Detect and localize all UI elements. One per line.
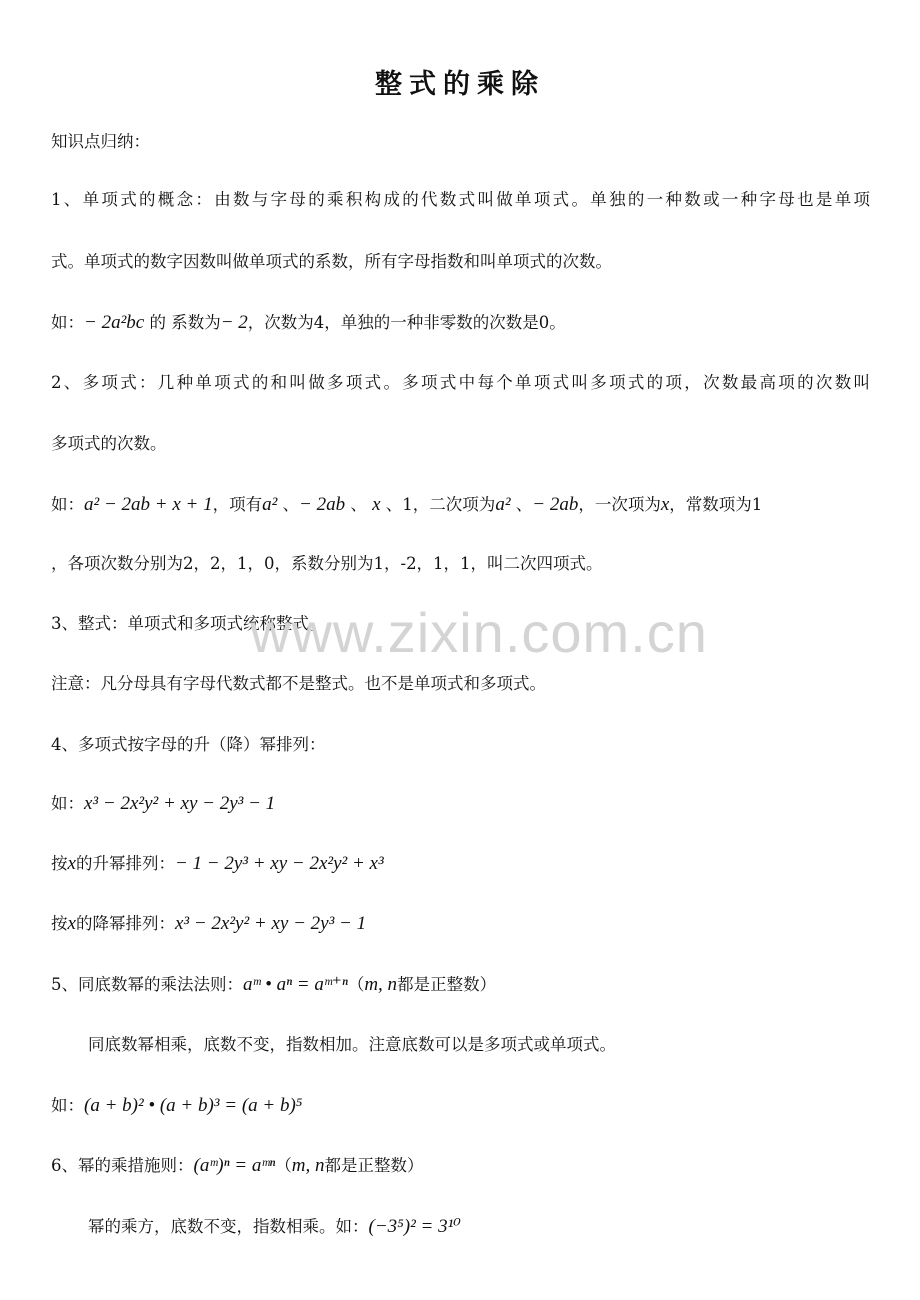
math-expression: x bbox=[67, 853, 76, 874]
text: 6、幂的乘措施则： bbox=[51, 1156, 194, 1175]
paragraph-line: 2、多项式：几种单项式的和叫做多项式。多项式中每个单项式叫多项式的项，次数最高项的次数叫 bbox=[51, 373, 870, 392]
text: 按 bbox=[51, 854, 68, 873]
text: 都是正整数） bbox=[324, 1156, 424, 1175]
text: 如： bbox=[51, 495, 84, 514]
paragraph-line: ，各项次数分别为2，2，1，0，系数分别为1，-2，1，1，叫二次四项式。 bbox=[51, 554, 603, 573]
example-line bbox=[51, 792, 870, 816]
math-expression: a² − 2ab + x + 1 bbox=[84, 494, 213, 515]
text: ，项有 bbox=[212, 495, 263, 514]
math-expression: − 2ab bbox=[532, 494, 579, 515]
text: 的 系数为 bbox=[144, 313, 221, 332]
text: 按 bbox=[51, 914, 68, 933]
page-title: 整式的乘除 bbox=[375, 69, 545, 100]
math-expression: x bbox=[67, 913, 76, 934]
text: （ bbox=[347, 975, 365, 994]
math-expression: x³ − 2x²y² + xy − 2y³ − 1 bbox=[84, 793, 276, 814]
text: 的降幂排列： bbox=[75, 914, 175, 933]
paragraph-line: 式。单项式的数字因数叫做单项式的系数，所有字母指数和叫单项式的次数。 bbox=[51, 252, 612, 271]
math-expression: a² bbox=[495, 494, 511, 515]
text: 、1，二次项为 bbox=[380, 495, 496, 514]
math-expression: − 2a²bc bbox=[84, 312, 145, 333]
text: ，一次项为 bbox=[578, 495, 661, 514]
note-line: 注意：凡分母具有字母代数式都不是整式。也不是单项式和多项式。 bbox=[51, 674, 546, 693]
text: 、 bbox=[510, 495, 533, 514]
math-expression: − 2ab bbox=[299, 494, 346, 515]
text: ，常数项为1 bbox=[669, 495, 763, 514]
math-expression: x³ − 2x²y² + xy − 2y³ − 1 bbox=[174, 913, 367, 934]
math-expression: x bbox=[372, 494, 381, 515]
text: 如： bbox=[51, 313, 84, 332]
paragraph-line: 同底数幂相乘，底数不变，指数相加。注意底数可以是多项式或单项式。 bbox=[88, 1035, 616, 1054]
text: 、 bbox=[345, 495, 373, 514]
paragraph-line: 4、多项式按字母的升（降）幂排列： bbox=[51, 735, 326, 754]
watermark: www.zixin.com.cn bbox=[250, 601, 708, 664]
example-line bbox=[51, 852, 870, 876]
example-line bbox=[51, 311, 870, 335]
text: 的升幂排列： bbox=[75, 854, 175, 873]
example-line bbox=[51, 912, 870, 936]
text: （ bbox=[275, 1156, 292, 1175]
paragraph-line: 1、单项式的概念：由数与字母的乘积构成的代数式叫做单项式。单独的一种数或一种字母也是单项 bbox=[51, 190, 870, 209]
text: 都是正整数） bbox=[397, 975, 497, 994]
example-line bbox=[88, 1215, 870, 1239]
rule-line bbox=[51, 1154, 870, 1178]
math-expression: − 1 − 2y³ + xy − 2x²y² + x³ bbox=[174, 853, 384, 874]
math-expression: x bbox=[660, 494, 670, 515]
rule-line bbox=[51, 973, 870, 997]
paragraph-line: 多项式的次数。 bbox=[51, 434, 167, 453]
math-expression: a² bbox=[262, 494, 278, 515]
math-expression: (−3⁵)² = 3¹⁰ bbox=[368, 1216, 461, 1237]
text: 如： bbox=[51, 1096, 84, 1115]
text: 5、同底数幂的乘法法则： bbox=[51, 975, 243, 994]
math-expression: (a + b)² • (a + b)³ = (a + b)⁵ bbox=[84, 1095, 303, 1116]
math-expression: (aᵐ)ⁿ = aᵐⁿ bbox=[193, 1155, 276, 1176]
text: 幂的乘方，底数不变，指数相乘。如： bbox=[88, 1217, 369, 1236]
section-heading: 知识点归纳： bbox=[51, 132, 150, 151]
text: 如： bbox=[51, 794, 84, 813]
math-expression: m, n bbox=[291, 1155, 325, 1176]
example-line bbox=[51, 1094, 870, 1118]
paragraph-line: 3、整式：单项式和多项式统称整式。 bbox=[51, 614, 326, 633]
text: 、 bbox=[277, 495, 300, 514]
math-expression: aᵐ • aⁿ = aᵐ⁺ⁿ bbox=[243, 974, 348, 995]
example-line bbox=[51, 493, 870, 517]
text: ，次数为4，单独的一种非零数的次数是0。 bbox=[247, 313, 566, 332]
math-expression: − 2 bbox=[220, 312, 248, 333]
math-expression: m, n bbox=[364, 974, 398, 995]
